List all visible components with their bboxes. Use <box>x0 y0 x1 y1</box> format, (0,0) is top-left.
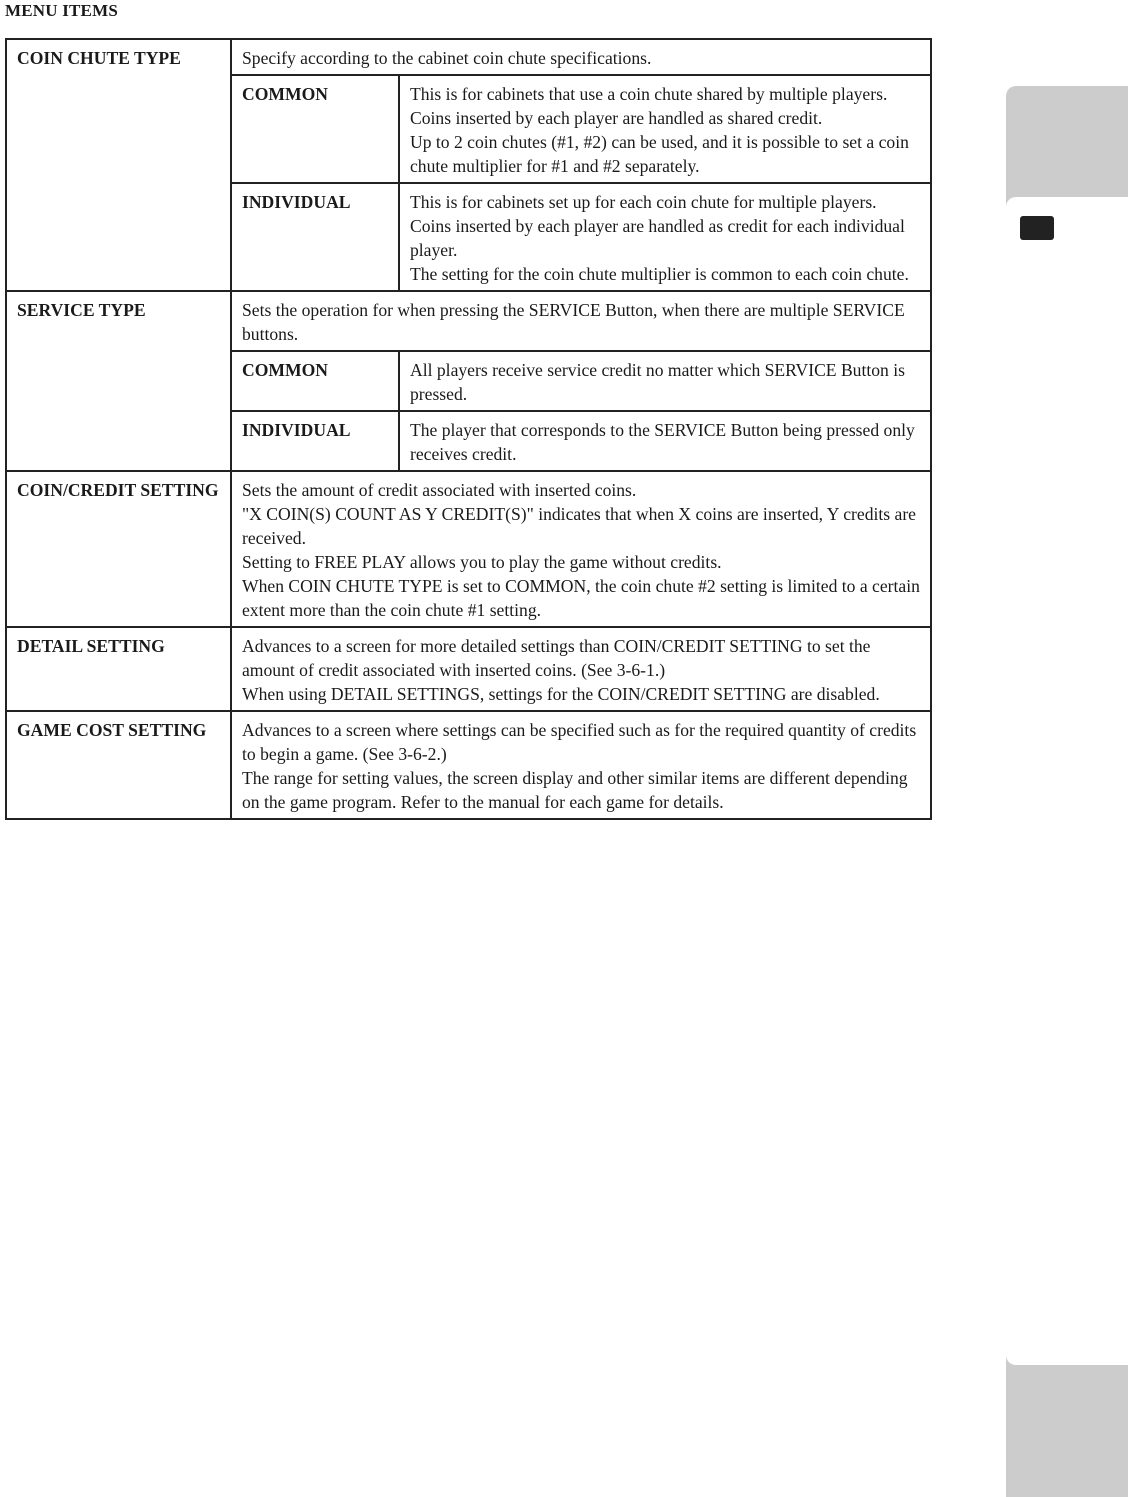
item-name: COIN CHUTE TYPE <box>6 39 231 291</box>
description-line: The player that corresponds to the SERVICE Button being pressed only receives credit. <box>410 420 915 464</box>
description-line: Up to 2 coin chutes (#1, #2) can be used, and it is possible to set a coin chute multiplier for #1 and #2 separately. <box>410 132 909 176</box>
item-description <box>231 471 931 627</box>
description-line: Sets the amount of credit associated with inserted coins. <box>242 480 637 500</box>
option-label: INDIVIDUAL <box>231 183 399 291</box>
section-title: MENU ITEMS <box>5 1 118 20</box>
chapter-marker <box>1020 216 1054 240</box>
item-description <box>231 711 931 819</box>
description-line: This is for cabinets that use a coin chute shared by multiple players. Coins inserted by each player are handled as shared credit. <box>410 84 888 128</box>
description-line: This is for cabinets set up for each coin chute for multiple players. Coins inserted by each player are handled as credit for each individual player. <box>410 192 905 260</box>
option-description <box>399 183 931 291</box>
description-line: The setting for the coin chute multiplier is common to each coin chute. <box>410 264 909 284</box>
item-description <box>231 627 931 711</box>
table-row <box>6 711 931 819</box>
description-line: When using DETAIL SETTINGS, settings for the COIN/CREDIT SETTING are disabled. <box>242 684 880 704</box>
description-line: Advances to a screen where settings can be specified such as for the required quantity of credits to begin a game. (See 3-6-2.) <box>242 720 917 764</box>
chapter-side-panel <box>1006 197 1128 1365</box>
description-line: When COIN CHUTE TYPE is set to COMMON, the coin chute #2 setting is limited to a certain extent more than the coin chute #1 setting. <box>242 576 920 620</box>
table-row <box>6 471 931 627</box>
item-description: Specify according to the cabinet coin chute specifications. <box>231 39 931 75</box>
item-description: Sets the operation for when pressing the SERVICE Button, when there are multiple SERVICE buttons. <box>231 291 931 351</box>
menu-items-table <box>5 38 932 820</box>
option-label: COMMON <box>231 351 399 411</box>
option-description <box>399 75 931 183</box>
item-name: GAME COST SETTING <box>6 711 231 819</box>
option-label: INDIVIDUAL <box>231 411 399 471</box>
table-row <box>6 291 931 351</box>
item-name: COIN/CREDIT SETTING <box>6 471 231 627</box>
item-name: DETAIL SETTING <box>6 627 231 711</box>
option-description <box>399 351 931 411</box>
option-description <box>399 411 931 471</box>
description-line: "X COIN(S) COUNT AS Y CREDIT(S)" indicates that when X coins are inserted, Y credits are received. <box>242 504 916 548</box>
description-line: The range for setting values, the screen display and other similar items are different depending on the game program. Refer to the manual for each game for details. <box>242 768 908 812</box>
description-line: Advances to a screen for more detailed settings than COIN/CREDIT SETTING to set the amount of credit associated with inserted coins. (See 3-6-1.) <box>242 636 871 680</box>
item-name: SERVICE TYPE <box>6 291 231 471</box>
table-row <box>6 39 931 75</box>
table-row <box>6 627 931 711</box>
description-line: All players receive service credit no matter which SERVICE Button is pressed. <box>410 360 905 404</box>
option-label: COMMON <box>231 75 399 183</box>
description-line: Setting to FREE PLAY allows you to play the game without credits. <box>242 552 722 572</box>
